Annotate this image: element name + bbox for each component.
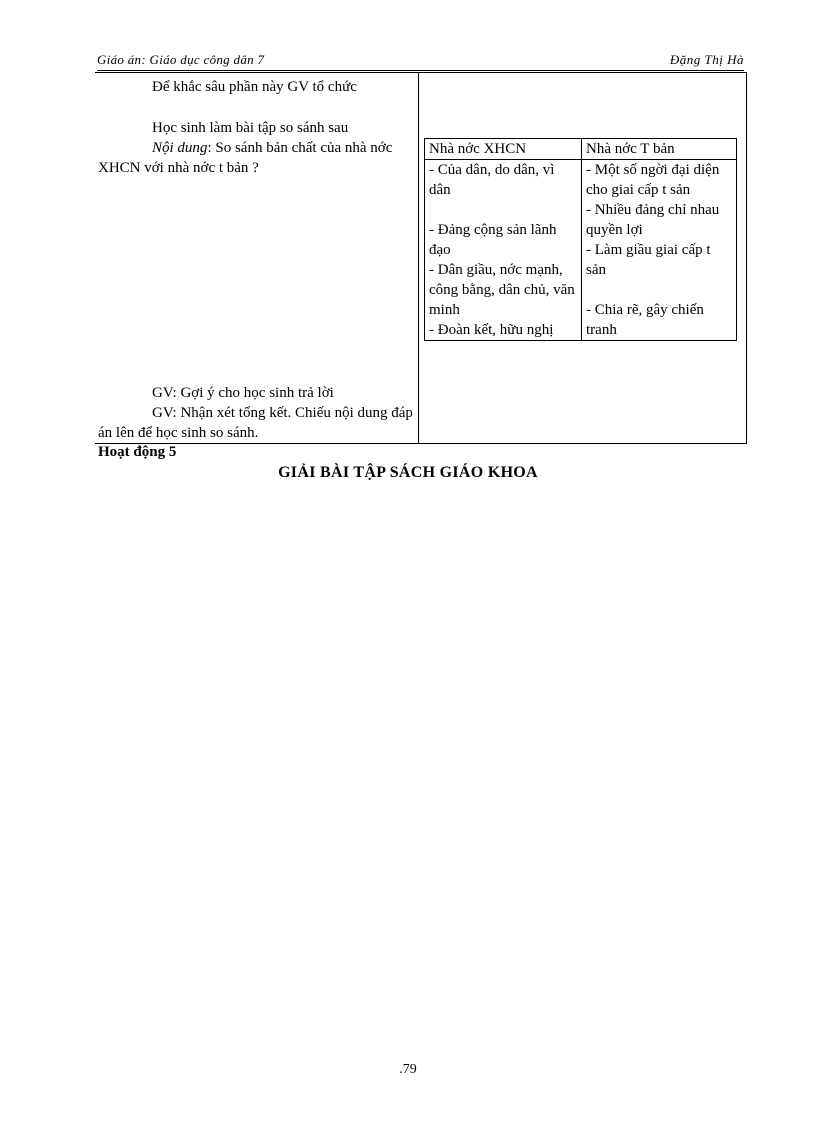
section-title: GIẢI BÀI TẬP SÁCH GIÁO KHOA [278, 464, 538, 481]
paragraph-3 [98, 138, 414, 178]
list-item: - Nhiều đảng chỉ nhau quyền lợi [586, 202, 720, 238]
paragraph-5: GV: Nhận xét tổng kết. Chiếu nội dung đáp án lên để học sinh so sánh. [98, 405, 413, 441]
list-item: - Chia rẽ, gây chiến tranh [586, 302, 704, 338]
content-label: Nội dung [152, 140, 208, 156]
comparison-table [424, 138, 737, 341]
socialist-column [425, 160, 582, 341]
capitalist-column [582, 160, 737, 341]
list-item: - Làm giầu giai cấp t sản [586, 242, 711, 278]
page-number: .79 [399, 1062, 417, 1077]
paragraph-4: GV: Gợi ý cho học sinh trả lời [152, 385, 334, 401]
header-left: Giáo án: Giáo dục công dân 7 [97, 52, 265, 67]
content-text: : So sánh bản chất của nhà nớc XHCN với nhà nớc t bản ? [98, 140, 393, 176]
list-item: - Đoàn kết, hữu nghị [429, 322, 554, 338]
list-item: - Đảng cộng sản lãnh đạo [429, 222, 557, 258]
header-socialist-state: Nhà nớc XHCN [425, 139, 582, 160]
page-header [97, 50, 744, 71]
header-right: Đặng Thị Hà [669, 52, 744, 67]
paragraph-2: Học sinh làm bài tập so sánh sau [152, 120, 349, 136]
header-capitalist-state: Nhà nớc T bản [582, 139, 737, 160]
list-item: - Một số ngời đại diện cho giai cấp t sản [586, 162, 720, 198]
paragraph-1: Để khắc sâu phần này GV tổ chức [152, 79, 357, 95]
activity-heading: Hoạt động 5 [98, 444, 177, 460]
list-item: - Của dân, do dân, vì dân [429, 162, 555, 198]
column-divider [418, 72, 419, 443]
list-item: - Dân giầu, nớc mạnh, công bằng, dân chủ, văn minh [429, 262, 575, 318]
